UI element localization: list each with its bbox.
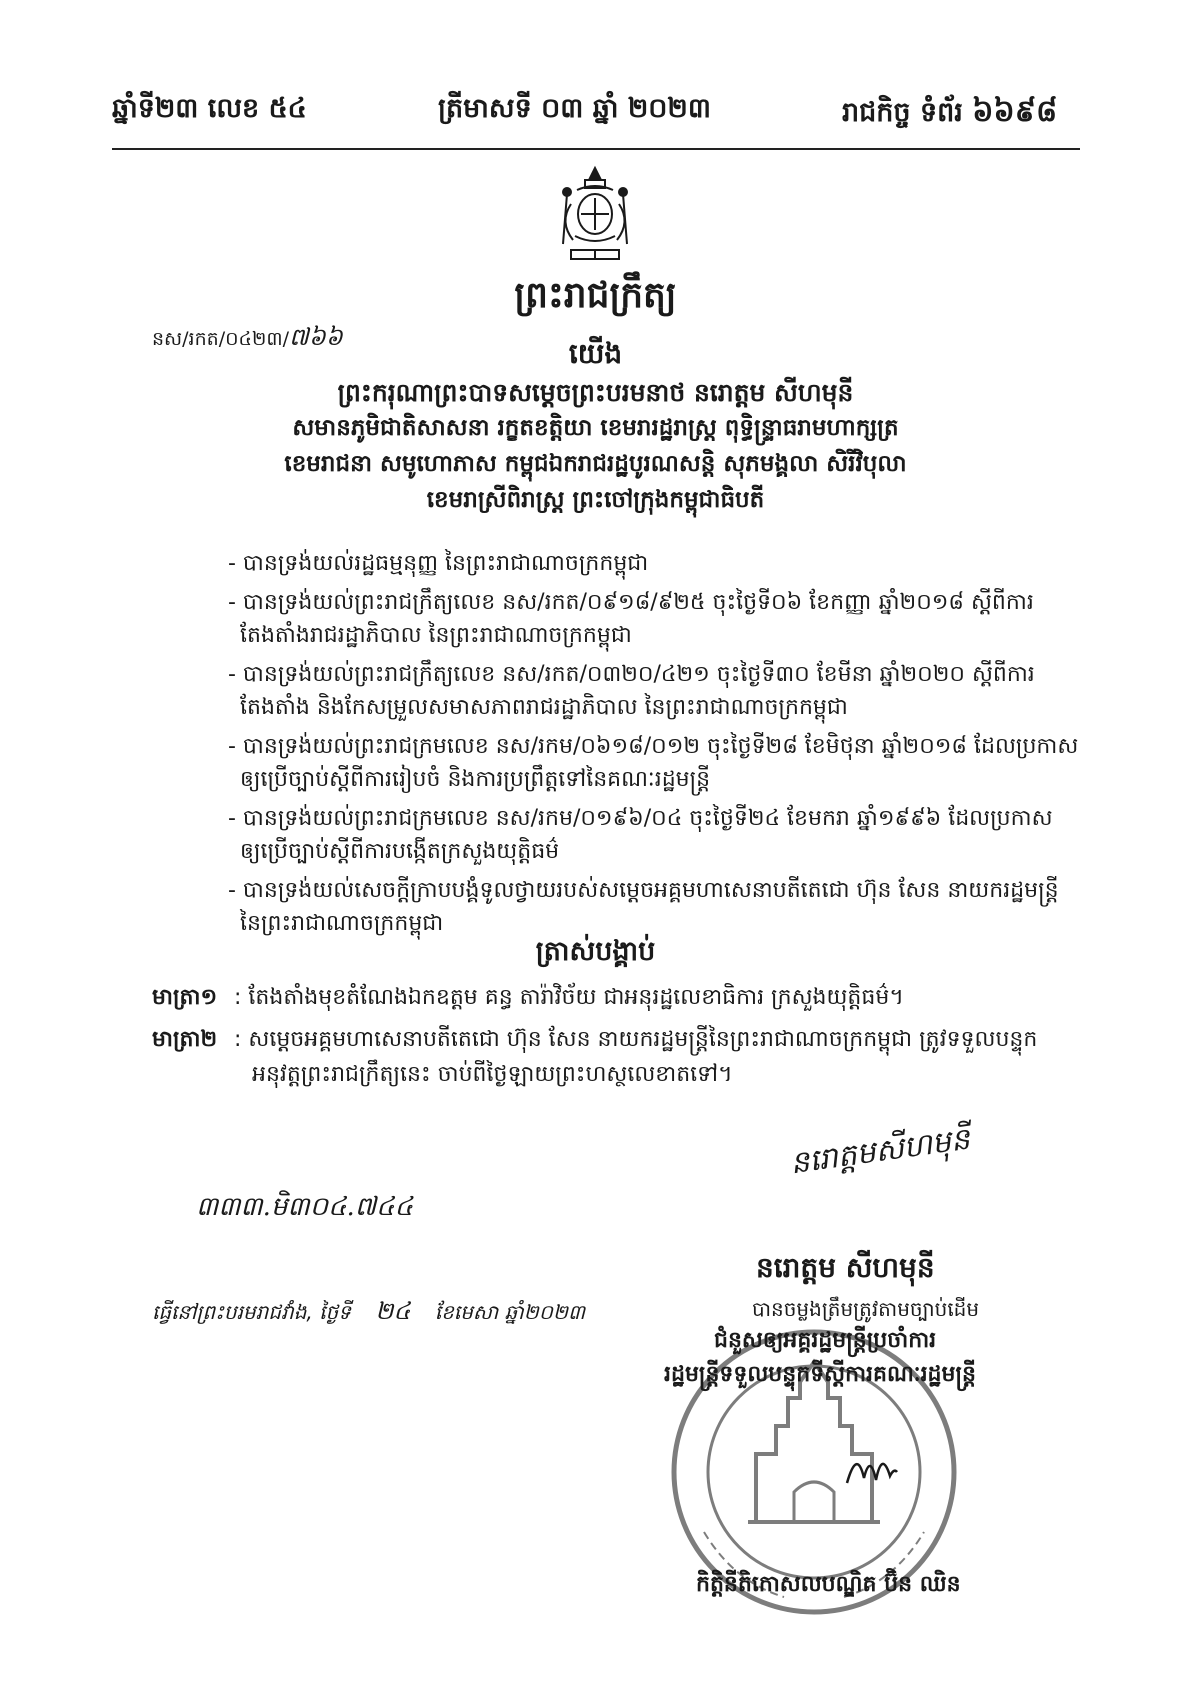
order-heading: ត្រាស់បង្គាប់ [535, 936, 656, 967]
handwritten-registration-code: ៣៣៣.មិ៣០៤.៧៤៤ [196, 1192, 413, 1222]
consideration-line: - បានទ្រង់យល់ព្រះរាជក្រឹត្យលេខ នស/រកត/០៣២០/៤២១ ចុះថ្ងៃទី៣០ ខែមីនា ឆ្នាំ២០២០ ស្តីពីការ [228, 662, 1035, 687]
decree-title: ព្រះរាជក្រឹត្យ [514, 275, 677, 316]
consideration-item [228, 658, 1088, 724]
certified-copy-text: បានចម្លងត្រឹមត្រូវតាមច្បាប់ដើម [752, 1297, 980, 1321]
date-line [152, 1296, 585, 1331]
consideration-line: តែងតាំងរាជរដ្ឋាភិបាល នៃព្រះរាជាណាចក្រកម្ពុជា [240, 623, 632, 648]
consideration-item [228, 802, 1088, 868]
consideration-line: - បានទ្រង់យល់ព្រះរាជក្រឹត្យលេខ នស/រកត/០៩១៨/៩២៥ ចុះថ្ងៃទី០៦ ខែកញ្ញា ឆ្នាំ២០១៨ ស្តីពីការ [228, 590, 1034, 615]
consideration-line: - បានទ្រង់យល់សេចក្តីក្រាបបង្គំទូលថ្វាយរបស់សម្តេចអគ្គមហាសេនាបតីតេជោ ហ៊ុន សែន នាយករដ្ឋមន្ត្រី [228, 878, 1059, 903]
article-2 [152, 1022, 1092, 1092]
reference-handwritten: ៧៦៦ [289, 323, 343, 351]
consideration-item [228, 730, 1088, 796]
consideration-line: ឲ្យប្រើច្បាប់ស្តីពីការរៀបចំ និងការប្រព្រឹត្តទៅនៃគណៈរដ្ឋមន្ត្រី [240, 767, 711, 792]
consideration-line: តែងតាំង និងកែសម្រួលសមាសភាពរាជរដ្ឋាភិបាល នៃព្រះរាជាណាចក្រកម្ពុជា [240, 695, 848, 720]
article-text-cont: អនុវត្តព្រះរាជក្រឹត្យនេះ ចាប់ពីថ្ងៃឡាយព្រះហស្ថលេខាតទៅ។ [252, 1062, 733, 1087]
article-text: : តែងតាំងមុខតំណែងឯកឧត្តម គន្ធ តារ៉ាវិច័យ ជាអនុរដ្ឋលេខាធិការ ក្រសួងយុត្តិធម៌។ [234, 985, 904, 1010]
minister-signature [842, 1438, 902, 1498]
royal-emblem-icon [545, 164, 645, 270]
date-day-handwritten: ២៤ [375, 1297, 411, 1325]
header-rule [112, 148, 1080, 150]
consideration-item [228, 586, 1088, 652]
reference-number: នស/រកត/០៤២៣/ [152, 328, 290, 350]
article-label: មាត្រា១ [152, 985, 218, 1010]
king-name: នរោត្តម សីហមុនី [756, 1251, 935, 1284]
date-month-year: ខែមេសា ឆ្នាំ២០២៣ [434, 1300, 586, 1324]
consideration-line: - បានទ្រង់យល់ព្រះរាជក្រមលេខ នស/រកម/០៦១៨/០១២ ចុះថ្ងៃទី២៨ ខែមិថុនា ឆ្នាំ២០១៨ ដែលប្រកាស [228, 734, 1079, 759]
article-1 [152, 980, 1092, 1015]
king-title-line-2: សមានភូមិជាតិសាសនា រក្ខតខត្តិយា ខេមរារដ្ឋរាស្ត្រ ពុទ្ធិន្ទ្រាធរាមហាក្សត្រ [292, 415, 899, 441]
gazette-page [842, 92, 1057, 136]
official-name: កិត្តិនីតិកោសលបណ្ឌិត ប៊ិន ឈិន [696, 1572, 961, 1597]
gazette-page-prefix: រាជកិច្ច ទំព័រ [842, 97, 963, 128]
consideration-line: ឲ្យប្រើច្បាប់ស្តីពីការបង្កើតក្រសួងយុត្តិធម៌ [240, 839, 560, 864]
consideration-line: នៃព្រះរាជាណាចក្រកម្ពុជា [240, 911, 444, 936]
consideration-item [228, 874, 1088, 940]
gazette-year-issue: ឆ្នាំទី២៣ លេខ ៥៤ [112, 93, 307, 124]
office-title-2: រដ្ឋមន្ត្រីទទួលបន្ទុកទីស្តីការគណៈរដ្ឋមន្ត្រី [664, 1362, 977, 1387]
king-signature: នរោត្តមសីហមុនី [788, 1121, 973, 1182]
consideration-line: - បានទ្រង់យល់ព្រះរាជក្រមលេខ នស/រកម/០១៩៦/០៤ ចុះថ្ងៃទី២៤ ខែមករា ឆ្នាំ១៩៩៦ ដែលប្រកាស [228, 806, 1053, 831]
king-title-line-4: ខេមរាស្រីពិរាស្ត្រ ព្រះចៅក្រុងកម្ពុជាធិបតី [426, 487, 765, 513]
gazette-quarter: ត្រីមាសទី ០៣ ឆ្នាំ ២០២៣ [438, 93, 711, 124]
we-heading: យើង [568, 337, 623, 370]
king-title-line-3: ខេមរាជនា សមូហោភាស កម្ពុជឯករាជរដ្ឋបូរណសន្តិ សុភមង្គលា សិរីវិបុលា [284, 451, 907, 477]
consideration-item [228, 547, 1088, 580]
article-label: មាត្រា២ [152, 1027, 218, 1052]
consideration-line: - បានទ្រង់យល់រដ្ឋធម្មនុញ្ញ នៃព្រះរាជាណាចក្រកម្ពុជា [228, 551, 649, 576]
considerations-list [228, 547, 1088, 940]
office-title: ជំនួសឲ្យអគ្គរដ្ឋមន្ត្រីប្រចាំការ [714, 1328, 937, 1353]
king-title-line-1: ព្រះករុណាព្រះបាទសម្តេចព្រះបរមនាថ នរោត្តម សីហមុនី [337, 378, 854, 407]
gazette-page-number: ៦៦៩៨ [972, 94, 1058, 129]
date-place: ធ្វើនៅព្រះបរមរាជវាំង, ថ្ងៃទី [152, 1300, 351, 1324]
article-text: : សម្តេចអគ្គមហាសេនាបតីតេជោ ហ៊ុន សែន នាយករដ្ឋមន្ត្រីនៃព្រះរាជាណាចក្រកម្ពុជា ត្រូវទទួលបន្ទុក [234, 1027, 1038, 1052]
